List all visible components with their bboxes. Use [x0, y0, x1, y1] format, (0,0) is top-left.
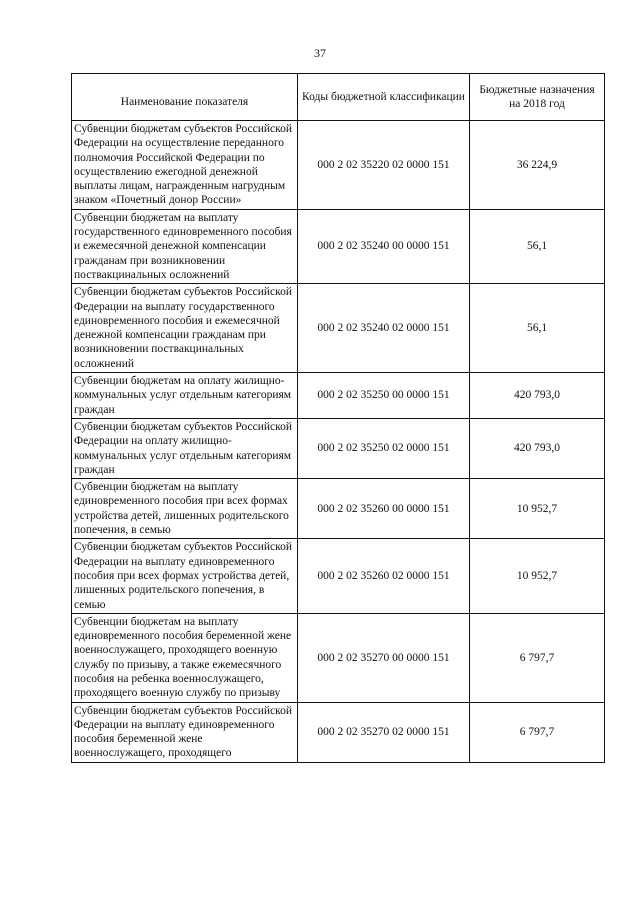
row-amount: 56,1 [470, 209, 605, 283]
row-code: 000 2 02 35220 02 0000 151 [298, 121, 470, 210]
header-amount: Бюджетные назначения на 2018 год [470, 74, 605, 121]
row-code: 000 2 02 35270 00 0000 151 [298, 613, 470, 702]
row-name: Субвенции бюджетам на выплату единовременного пособия беременной жене военнослужащего, проходящего военную службу по призыву, а также ежемесячного пособия на ребенка военнослужащего, проходящего военную службу по призыву [72, 613, 298, 702]
row-amount: 420 793,0 [470, 373, 605, 419]
table-row [72, 702, 605, 762]
table-row [72, 209, 605, 283]
table-row [72, 373, 605, 419]
header-code: Коды бюджетной классификации [298, 74, 470, 121]
row-name: Субвенции бюджетам субъектов Российской Федерации на выплату единовременного пособия при всех формах устройства детей, лишенных родительского попечения, в семью [72, 539, 298, 613]
row-amount: 6 797,7 [470, 613, 605, 702]
page-number: 37 [314, 46, 326, 60]
table-row [72, 479, 605, 539]
header-name: Наименование показателя [72, 74, 298, 121]
row-name: Субвенции бюджетам на оплату жилищно-коммунальных услуг отдельным категориям граждан [72, 373, 298, 419]
row-amount: 420 793,0 [470, 418, 605, 478]
row-name: Субвенции бюджетам субъектов Российской Федерации на выплату государственного единовременного пособия и ежемесячной денежной компенсации гражданам при возникновении поствакцинальных осложнений [72, 284, 298, 373]
row-name: Субвенции бюджетам субъектов Российской Федерации на оплату жилищно-коммунальных услуг отдельным категориям граждан [72, 418, 298, 478]
row-amount: 36 224,9 [470, 121, 605, 210]
row-amount: 6 797,7 [470, 702, 605, 762]
row-name: Субвенции бюджетам на выплату государственного единовременного пособия и ежемесячной денежной компенсации гражданам при возникновении поствакцинальных осложнений [72, 209, 298, 283]
row-code: 000 2 02 35240 00 0000 151 [298, 209, 470, 283]
row-code: 000 2 02 35270 02 0000 151 [298, 702, 470, 762]
table-row [72, 539, 605, 613]
row-code: 000 2 02 35260 00 0000 151 [298, 479, 470, 539]
table-row [72, 613, 605, 702]
row-amount: 10 952,7 [470, 479, 605, 539]
budget-table [71, 73, 605, 763]
table-row [72, 418, 605, 478]
table-row [72, 121, 605, 210]
row-amount: 56,1 [470, 284, 605, 373]
row-amount: 10 952,7 [470, 539, 605, 613]
row-name: Субвенции бюджетам субъектов Российской Федерации на осуществление переданного полномочия Российской Федерации по осуществлению ежегодной денежной выплаты лицам, награжденным нагрудным знаком «Почетный донор России» [72, 121, 298, 210]
row-code: 000 2 02 35240 02 0000 151 [298, 284, 470, 373]
row-code: 000 2 02 35260 02 0000 151 [298, 539, 470, 613]
table-row [72, 284, 605, 373]
table-header-row [72, 74, 605, 121]
row-name: Субвенции бюджетам на выплату единовременного пособия при всех формах устройства детей, лишенных родительского попечения, в семью [72, 479, 298, 539]
row-code: 000 2 02 35250 02 0000 151 [298, 418, 470, 478]
row-code: 000 2 02 35250 00 0000 151 [298, 373, 470, 419]
row-name: Субвенции бюджетам субъектов Российской Федерации на выплату единовременного пособия беременной жене военнослужащего, проходящего [72, 702, 298, 762]
